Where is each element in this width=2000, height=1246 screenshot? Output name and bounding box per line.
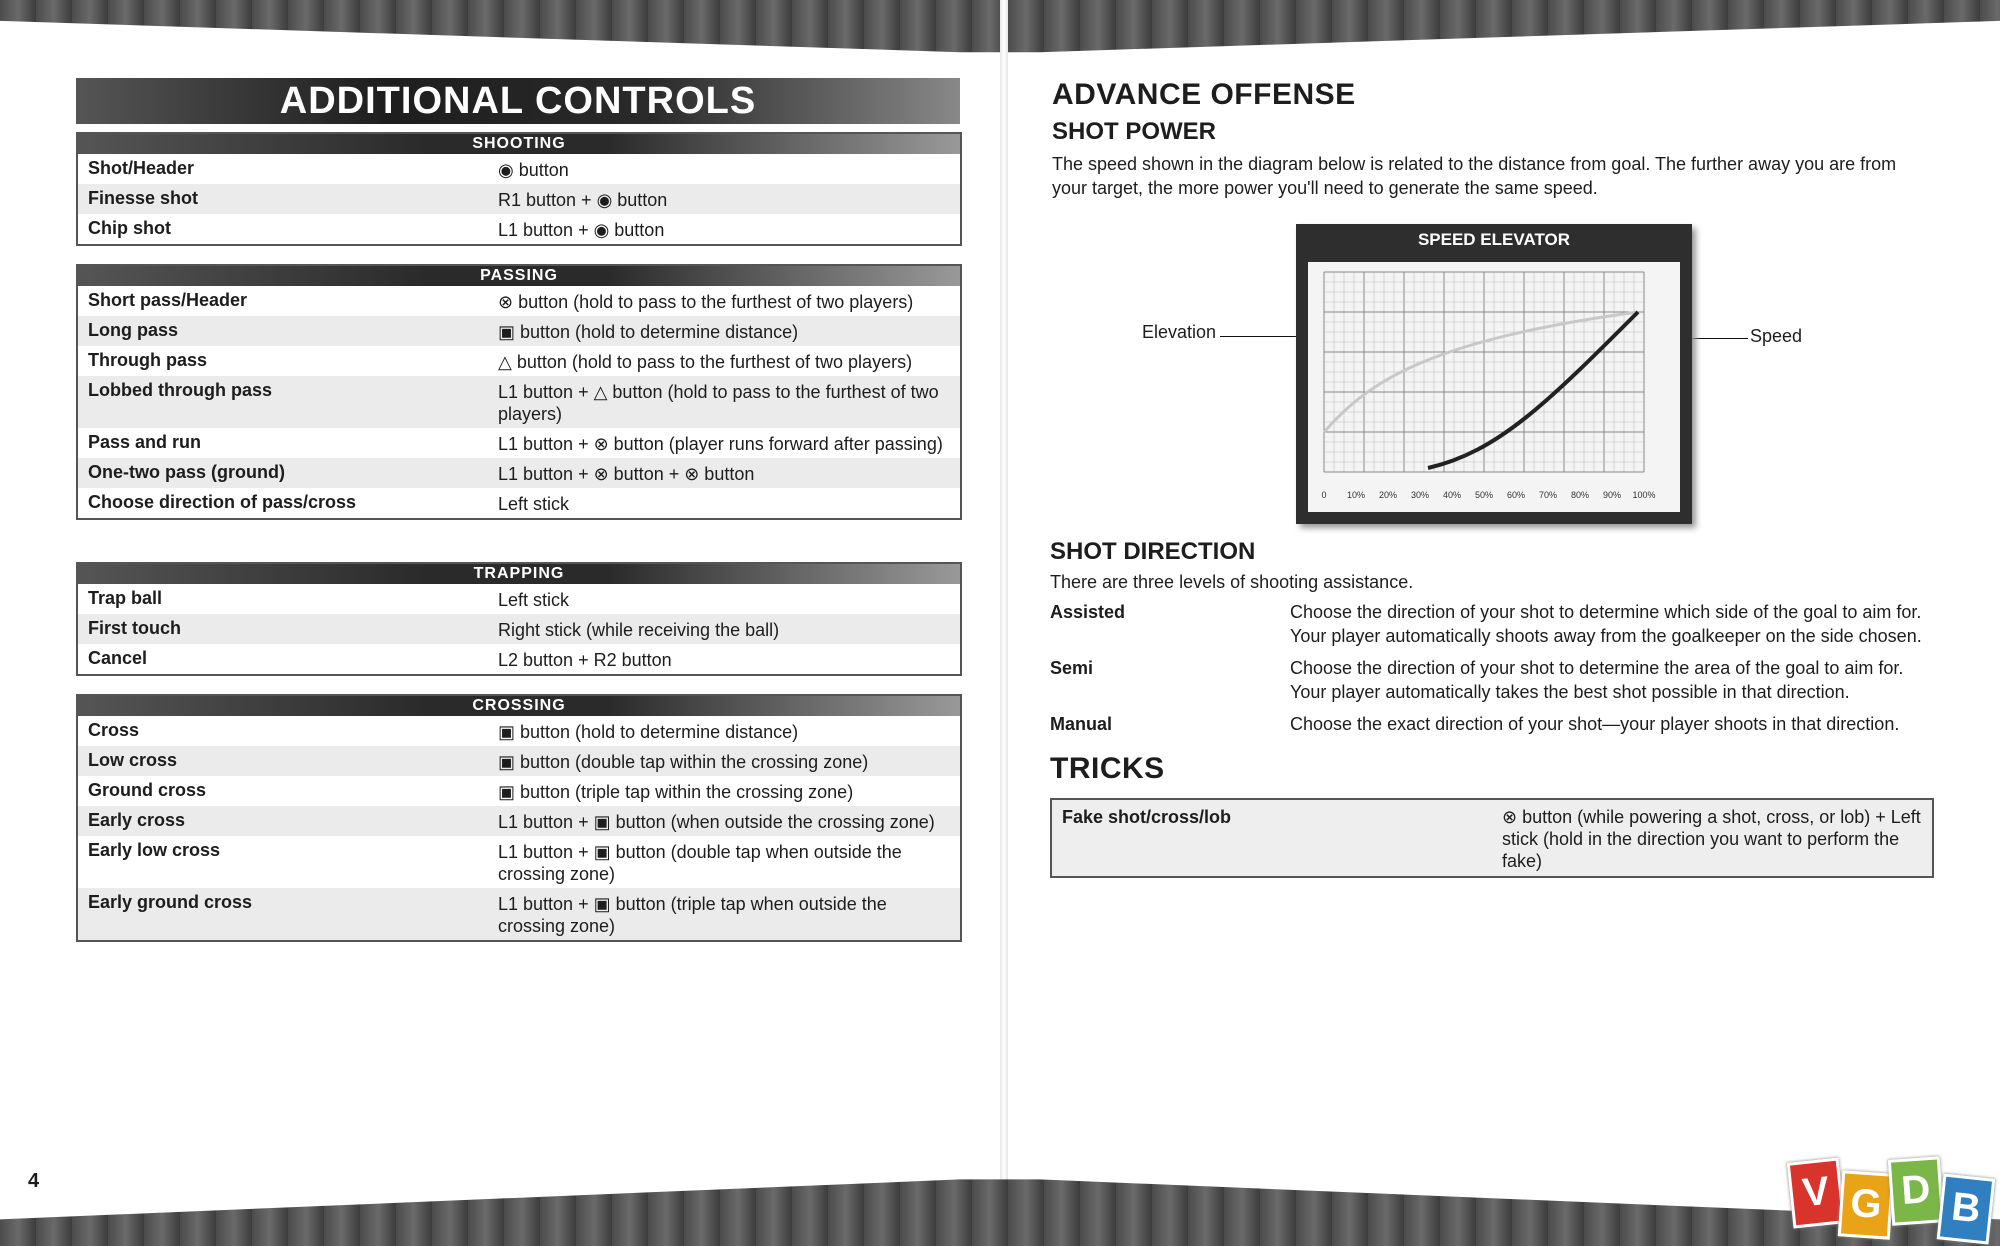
x-tick-label: 40% (1442, 490, 1462, 500)
action-label: Fake shot/cross/lob (1062, 807, 1232, 827)
x-tick-label: 0 (1321, 490, 1327, 500)
tricks-table (1050, 798, 1934, 878)
passing-section (76, 264, 962, 520)
control-text: R1 button + ◉ button (498, 190, 668, 210)
watermark-letter: B (1937, 1173, 1996, 1244)
action-label: Through pass (88, 350, 208, 370)
x-tick-label: 50% (1474, 490, 1494, 500)
control-text: ◉ button (498, 160, 569, 180)
x-tick-label: 90% (1602, 490, 1622, 500)
control-text: L1 button + ⊗ button (player runs forward after passing) (498, 434, 943, 454)
table-row (78, 214, 960, 244)
x-tick-label: 30% (1410, 490, 1430, 500)
tricks-heading: TRICKS (1050, 752, 1165, 785)
shot-direction-heading: SHOT DIRECTION (1050, 538, 1256, 565)
action-label: One-two pass (ground) (88, 462, 285, 482)
level-text: Choose the exact direction of your shot—your player shoots in that direction. (1290, 714, 1900, 734)
level-label: Assisted (1050, 602, 1126, 622)
table-row (78, 428, 960, 458)
x-tick-label: 70% (1538, 490, 1558, 500)
action-label: Choose direction of pass/cross (88, 492, 357, 512)
action-label: Shot/Header (88, 158, 195, 178)
watermark-letter: D (1888, 1156, 1944, 1225)
table-row (78, 376, 960, 428)
section-header: PASSING (78, 266, 960, 286)
chart-grid (1324, 272, 1644, 472)
table-row (78, 644, 960, 674)
action-label: Long pass (88, 320, 179, 340)
shooting-section (76, 132, 962, 246)
control-text: L1 button + ▣ button (double tap when outside the crossing zone) (498, 842, 902, 884)
action-label: Cancel (88, 648, 148, 668)
speed-elevator-chart (1308, 262, 1680, 512)
speed-label: Speed (1750, 326, 1803, 346)
table-row (78, 614, 960, 644)
shot-direction-intro: There are three levels of shooting assistance. (1050, 572, 1414, 592)
elevation-label: Elevation (1142, 322, 1217, 342)
shot-power-text: The speed shown in the diagram below is related to the distance from goal. The further away you are from your target, the more power you'll need to generate the same speed. (1052, 154, 1897, 198)
shooting-rows (78, 154, 960, 244)
action-label: Lobbed through pass (88, 380, 272, 400)
table-row (78, 888, 960, 940)
table-row (78, 716, 960, 746)
assistance-level-row (1050, 712, 1930, 736)
level-text: Choose the direction of your shot to determine the area of the goal to aim for. Your player automatically takes the best shot possible in that direction. (1290, 658, 1904, 702)
bottom-decorative-band (0, 1172, 2000, 1246)
action-label: Early cross (88, 810, 186, 830)
control-text: Left stick (498, 590, 570, 610)
action-label: Finesse shot (88, 188, 199, 208)
x-tick-label: 100% (1632, 490, 1656, 500)
table-row (78, 346, 960, 376)
page-gutter (1000, 0, 1008, 1246)
section-header: CROSSING (78, 696, 960, 716)
action-label: Short pass/Header (88, 290, 248, 310)
trapping-section (76, 562, 962, 676)
table-row (78, 584, 960, 614)
action-label: Low cross (88, 750, 178, 770)
action-label: Cross (88, 720, 140, 740)
watermark-letter: G (1838, 1170, 1894, 1239)
action-label: Chip shot (88, 218, 171, 238)
trapping-rows (78, 584, 960, 674)
x-tick-label: 80% (1570, 490, 1590, 500)
passing-rows (78, 286, 960, 518)
action-label: First touch (88, 618, 181, 638)
control-text: ▣ button (double tap within the crossing zone) (498, 752, 869, 772)
control-text: △ button (hold to pass to the furthest of two players) (498, 352, 913, 372)
action-label: Pass and run (88, 432, 202, 452)
page-title: ADDITIONAL CONTROLS (76, 78, 960, 124)
level-label: Manual (1050, 714, 1113, 734)
control-text: L1 button + ⊗ button + ⊗ button (498, 464, 755, 484)
crossing-section (76, 694, 962, 942)
table-row (78, 836, 960, 888)
x-tick-label: 10% (1346, 490, 1366, 500)
assistance-level-row (1050, 600, 1930, 648)
control-text: ⊗ button (while powering a shot, cross, or lob) + Left stick (hold in the direction you want to perform the fake) (1502, 807, 1921, 871)
watermark-letter: V (1787, 1157, 1846, 1228)
table-row (78, 316, 960, 346)
table-row (78, 746, 960, 776)
section-header: SHOOTING (78, 134, 960, 154)
control-text: Left stick (498, 494, 570, 514)
shot-power-heading: SHOT POWER (1052, 118, 1217, 145)
control-text: ▣ button (triple tap within the crossing zone) (498, 782, 854, 802)
diagram-title: SPEED ELEVATOR (1417, 230, 1571, 249)
section-header: TRAPPING (78, 564, 960, 584)
crossing-rows (78, 716, 960, 940)
table-row (78, 806, 960, 836)
control-text: L2 button + R2 button (498, 650, 672, 670)
control-text: L1 button + △ button (hold to pass to the furthest of two players) (498, 382, 939, 424)
table-row (78, 184, 960, 214)
speed-elevator-diagram (1296, 224, 1692, 524)
control-text: Right stick (while receiving the ball) (498, 620, 780, 640)
table-row (78, 458, 960, 488)
table-row (78, 488, 960, 518)
page-number: 4 (28, 1170, 40, 1192)
action-label: Ground cross (88, 780, 207, 800)
section-title: ADVANCE OFFENSE (1052, 78, 1356, 111)
control-text: ▣ button (hold to determine distance) (498, 322, 799, 342)
x-tick-label: 60% (1506, 490, 1526, 500)
control-text: L1 button + ▣ button (triple tap when outside the crossing zone) (498, 894, 887, 936)
action-label: Early low cross (88, 840, 221, 860)
table-row (78, 776, 960, 806)
control-text: L1 button + ▣ button (when outside the crossing zone) (498, 812, 935, 832)
action-label: Early ground cross (88, 892, 253, 912)
control-text: ⊗ button (hold to pass to the furthest of two players) (498, 292, 914, 312)
level-label: Semi (1050, 658, 1094, 678)
assistance-level-row (1050, 656, 1930, 704)
x-tick-label: 20% (1378, 490, 1398, 500)
level-text: Choose the direction of your shot to determine which side of the goal to aim for. Your player automatically shoots away from the goalkeeper on the side chosen. (1290, 602, 1922, 646)
action-label: Trap ball (88, 588, 163, 608)
control-text: ▣ button (hold to determine distance) (498, 722, 799, 742)
table-row (78, 154, 960, 184)
table-row (78, 286, 960, 316)
control-text: L1 button + ◉ button (498, 220, 665, 240)
